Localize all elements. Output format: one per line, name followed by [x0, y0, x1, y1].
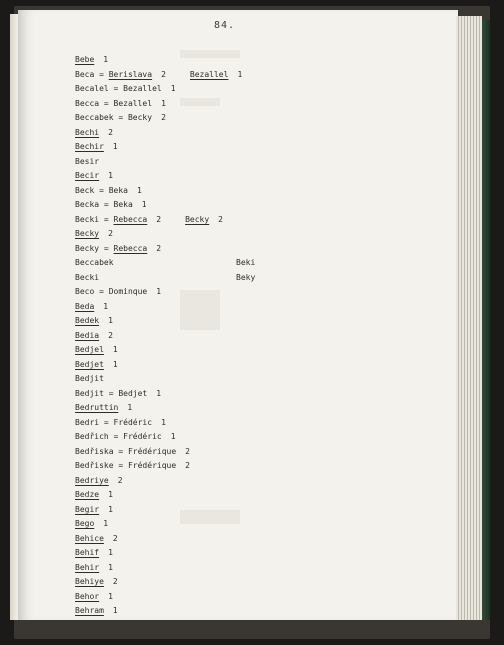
name-entry	[75, 316, 113, 326]
entry-count: 2	[185, 446, 190, 456]
name-entry	[75, 476, 123, 486]
entry-count: 1	[108, 562, 113, 572]
bleed-through-shadow	[180, 98, 220, 106]
name-entry	[75, 490, 113, 500]
name-entry	[75, 331, 113, 341]
entry-count: 2	[112, 577, 118, 586]
entry-name: Becky =	[75, 243, 114, 253]
entry-name: Bedřiska = Frédérique	[75, 446, 177, 456]
bleed-through-shadow	[180, 50, 240, 58]
entry-name: Becky	[185, 214, 210, 224]
entry-name: Bedřich = Frédéric	[75, 432, 162, 441]
entry-name: Behir	[75, 562, 100, 572]
entry-name: Beck = Beka	[75, 185, 128, 195]
name-entry	[75, 215, 223, 225]
entry-name: Becka = Beka	[75, 200, 133, 209]
entry-count: 2	[108, 127, 113, 137]
entry-name: Becki =	[75, 214, 114, 224]
name-entry	[75, 99, 166, 109]
name-entry	[75, 142, 118, 152]
name-entry	[75, 55, 108, 65]
entry-name: Becky	[75, 229, 100, 238]
right-column-entry: Beky	[236, 272, 256, 282]
name-entry	[75, 534, 118, 544]
entry-name: Becca = Bezallel	[75, 98, 153, 108]
entry-count: 2	[161, 113, 166, 122]
name-entry	[75, 70, 242, 80]
name-entry	[75, 171, 113, 181]
entry-count: 1	[103, 519, 109, 528]
entry-count: 1	[103, 55, 109, 64]
name-entry	[75, 273, 99, 283]
name-entry	[75, 577, 118, 587]
entry-name: Bedia	[75, 330, 100, 340]
name-entry	[75, 84, 176, 94]
entry-count: 1	[108, 548, 113, 557]
name-entry	[75, 432, 176, 442]
name-entry	[75, 302, 108, 312]
name-entry	[75, 345, 118, 355]
entry-count: 1	[108, 490, 113, 499]
name-entry	[75, 113, 166, 123]
name-entry	[75, 374, 104, 384]
entry-count: 1	[108, 591, 113, 601]
entry-count: 2	[218, 214, 223, 224]
entry-name: Bedriye	[75, 475, 109, 485]
entry-count: 1	[112, 606, 118, 615]
entry-name: Bedri = Frédéric	[75, 417, 153, 427]
name-entry	[75, 360, 118, 370]
entry-name: Behif	[75, 548, 100, 557]
entry-count: 1	[127, 403, 133, 412]
name-entry	[75, 128, 113, 138]
entry-name: Rebecca	[113, 214, 148, 224]
entry-name: Berislava	[108, 69, 153, 79]
page-number: 84.	[214, 20, 236, 31]
entry-name: Bego	[75, 519, 95, 528]
entry-name: Beca =	[75, 69, 109, 79]
entry-count: 1	[108, 504, 113, 514]
entry-count: 1	[170, 84, 176, 93]
name-entry	[75, 563, 113, 573]
entry-name: Bedřiske = Frédérique	[75, 461, 177, 470]
entry-count: 1	[156, 388, 162, 398]
entry-name: Besir	[75, 156, 100, 166]
entry-name: Bezallel	[189, 69, 229, 79]
entry-name: Bedze	[75, 490, 100, 499]
entry-name: Behram	[75, 606, 104, 615]
name-entry	[75, 157, 99, 167]
entry-name: Bechi	[75, 127, 100, 137]
left-page-edge	[10, 14, 18, 620]
entry-name: Beccabek = Becky	[75, 113, 153, 122]
entry-count: 1	[156, 287, 162, 296]
name-entry	[75, 606, 118, 616]
entry-name: Bedek	[75, 316, 100, 325]
entry-count: 2	[185, 461, 190, 470]
entry-count: 1	[237, 69, 243, 79]
entry-name: Beco = Dominque	[75, 287, 148, 296]
name-entry	[75, 418, 166, 428]
entry-count: 1	[112, 345, 118, 354]
entry-name: Becalel = Bezallel	[75, 84, 162, 93]
entry-name: Beda	[75, 301, 95, 311]
entry-name: Beccabek	[75, 258, 114, 267]
entry-count: 2	[161, 69, 166, 79]
page-stack-edges	[456, 16, 482, 620]
entry-count: 2	[108, 229, 113, 238]
entry-name: Rebecca	[113, 243, 148, 253]
entry-count: 1	[161, 417, 166, 427]
name-entry	[75, 244, 161, 254]
name-entry	[75, 229, 113, 239]
entry-count: 2	[156, 214, 162, 224]
entry-count: 1	[170, 432, 176, 441]
entry-name: Bedjel	[75, 345, 104, 354]
entry-name: Bechir	[75, 142, 104, 151]
bleed-through-shadow	[180, 510, 240, 524]
entry-name: Becki	[75, 272, 100, 282]
entry-count: 2	[117, 475, 123, 485]
name-entry	[75, 519, 108, 529]
entry-name: Bedjit	[75, 374, 104, 383]
entry-name: Bedruttin	[75, 403, 119, 412]
entry-count: 1	[112, 142, 118, 151]
right-column-entry: Beki	[236, 258, 256, 267]
entry-count: 1	[141, 200, 147, 209]
entry-name: Bebe	[75, 55, 95, 64]
name-entry	[75, 186, 142, 196]
entry-count: 1	[108, 316, 113, 325]
entry-name: Bedjit = Bedjet	[75, 388, 148, 398]
entry-count: 2	[112, 533, 118, 543]
entry-count: 1	[112, 359, 118, 369]
entry-count: 2	[156, 243, 162, 253]
name-entry	[75, 461, 190, 471]
entry-count: 1	[108, 171, 113, 180]
name-entry	[75, 505, 113, 515]
name-entry	[75, 592, 113, 602]
entry-name: Behice	[75, 533, 104, 543]
entry-name: Behor	[75, 591, 100, 601]
name-entry	[75, 389, 161, 399]
name-entry	[75, 258, 114, 268]
entry-name: Bedjet	[75, 359, 104, 369]
entry-count: 2	[108, 330, 113, 340]
entry-count: 1	[161, 98, 166, 108]
name-entry	[75, 287, 161, 297]
entry-name: Behiye	[75, 577, 104, 586]
name-entry	[75, 403, 132, 413]
name-entry	[75, 200, 147, 210]
entry-count: 1	[103, 301, 109, 311]
name-entry	[75, 548, 113, 558]
entry-name: Begir	[75, 504, 100, 514]
entry-name: Becir	[75, 171, 100, 180]
book-spine	[482, 20, 490, 620]
bleed-through-shadow	[180, 290, 220, 330]
entry-count: 1	[136, 185, 142, 195]
name-entry	[75, 447, 190, 457]
